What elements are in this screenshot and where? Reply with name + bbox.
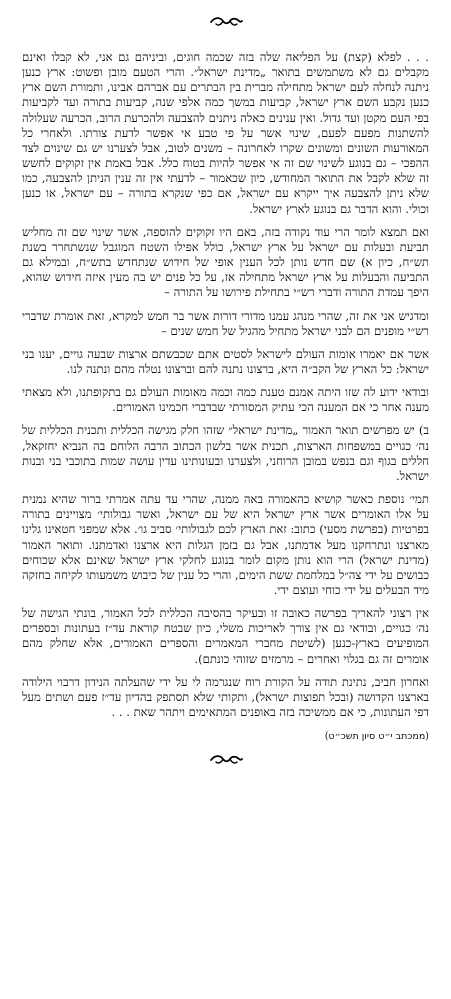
paragraph-7: תמי׳ נוספת כאשר קושיא כהאמורה באה ממנה, שהרי עד עתה אמרתי ברור שהיא נמנית על אלו האומרים אשר ארץ ישראל היא של עם ישראל, ואשר גבולותי׳ מצויינים בתורה בפרטיות (בפרשת מסעי) כתוב: זאת הארץ לכם לגבולותי׳ סביב גו׳. אלא שמפני חטאינו גלינו מארצנו ונתרחקנו מעל אדמתנו, אבל גם בזמן הגלות היא ארצנו ואדמתנו. ותואר האמור (מדינת ישראל) הרי הוא נותן מקום לומר בנוגע לחלקי ארץ ישראל שאינם אלא שכוחים כבושים על ידי צה״ל במלחמת ששת הימים, והרי כל ענין של כיבוש משמעותו לקיחה בחזקה מיד הבעלים על ידי כוחי ועוצם ידי. bbox=[22, 492, 429, 597]
bottom-flourish-icon bbox=[22, 754, 429, 766]
paragraph-1: . . . לפלא (קצת) על הפליאה שלה בזה שכמה חוגים, וביניהם גם אני, לא קבלו ואינם מקבלים גם לא משתמשים בתואר „מדינת ישראל״. והרי הטעם מובן ופשוט: ארץ כנען ניתנה לנחלה לעם ישראל מתחילה מברית בין הבתרים עם אברהם אבינו, ותמורת השם ארץ כנען נקבע השם ארץ ישראל, קביעות במשך כמה אלפי שנה, קביעות בתורה ועד לקביעות בפי העם מקטן ועד גדול. ואין ענינים כאלה ניתנים להצבעה ולהכרעת הרוב, הכרעה שעלולה להשתנות מפעם לפעם, שינוי אשר על פי טבע אי אפשר לדעת צורתו. ולאחרי כל המאורעות השונים ומשונים שקרו לאחרונה – משנים לטוב, אבל לצערנו יש גם שינוים לצד ההפכי – גם בנוגע לשינוי שם זה אי אפשר להיות בטוח כלל. אבל באמת אין זקוקים לחשש זה שלא לקבל את התואר המחודש, כיון שכאמור – לדעתי אין זה ענין הניתן להצבעה, כמו שלא ניתן להצבעה איך ייקרא עם ישראל, אם כפי שנקרא בתורה – עם ישראל, או כנען וכולי. והוא הדבר גם בנוגע לארץ ישראל. bbox=[22, 50, 429, 216]
letter-body bbox=[22, 50, 429, 744]
top-flourish-icon bbox=[22, 16, 429, 28]
paragraph-2: ואם תמצא לומר הרי עוד נקודה בזה, באם היו זקוקים להוספה, אשר שינוי שם זה מחליש תביעת ובעלות עם ישראל על ארץ ישראל, כולל אפילו השטח המוגבל שנשתחרר בשנת תש״ח, כיון א) שם חדש נותן לכל הענין אופי של חידוש שנתחדש בתש״ח, ובמילא גם התביעה והבעלות על ארץ ישראל מתחילה אז, על כל פנים יש בה מעין איזה חידוש שהוא, היפך עמדת התורה ודברי רש״י בתחילת פירושו על התורה – bbox=[22, 224, 429, 300]
paragraph-4: אשר אם יאמרו אומות העולם לישראל לסטים אתם שכבשתם ארצות שבעה גויים, יענו בני ישראל: כל הארץ של הקב״ה היא, ברצונו נתנה להם וברצונו נטלה מהם ונתנה לנו. bbox=[22, 346, 429, 376]
paragraph-3: ומדגיש אני את זה, שהרי מנהג עמנו מדורי דורות אשר בר חמש למקרא, זאת אומרת שדברי רש״י מופנים הם לבני ישראל מתחיל מהגיל של חמש שנים – bbox=[22, 308, 429, 338]
paragraph-5: ובודאי ידוע לה שזו היתה אמנם טענת כמה וכמה מאומות העולם גם בתקופתנו, ולא מצאתי מענה אחר כי אם המענה הכי עתיק המסורתי שבדברי חכמינו האמורים. bbox=[22, 385, 429, 415]
paragraph-9: ואחרון חביב, נתינת תודה על הקורת רוח שנגרמה לי על ידי שהעלתה הנידון דרבוי הילודה בארצנו הקדושה (ובכל תפוצות ישראל), ותקותי שלא תסתפק בהדיון עד״ז פעם ושתים מעל דפי העתונות, כי אם ממשיכה בזה באופנים המתאימים ויתהר שאת . . . bbox=[22, 674, 429, 720]
paragraph-8: אין רצוני להאריך בפרשה כאובה זו ובעיקר בהסיבה הכללית לכל האמור, בונתי הגישה של נה׳ כגויים, ובודאי גם אין צורך לאריכות משלי, כיון שבטח קוראת עד״ז בעתונות ובספרים המופיעים בארץ-כנען (לשיטת מחברי המאמרים והספרים האמורים, אלא שחלק מהם אומרים זה גם בגלוי ואחרים – מרמזים שזוהי כונתם). bbox=[22, 606, 429, 666]
source-note: (ממכתב י״ט סיון תשכ״ט) bbox=[324, 731, 429, 743]
paragraph-6: ב) יש מפרשים תואר האמור „מדינת ישראל״ שזהו חלק מגישה הכללית ותכנית הכללית של נה׳ כגויים במשפחות הארצות, תכנית אשר בלשון הכתוב הרבה הלוחם בה הנביא יחזקאל, חללים בגוף וגם בנפש במובן הרוחני, ולצערנו ובעונותינו עדין עושה שמות בתוכבי בני ובנות ישראל. bbox=[22, 423, 429, 483]
